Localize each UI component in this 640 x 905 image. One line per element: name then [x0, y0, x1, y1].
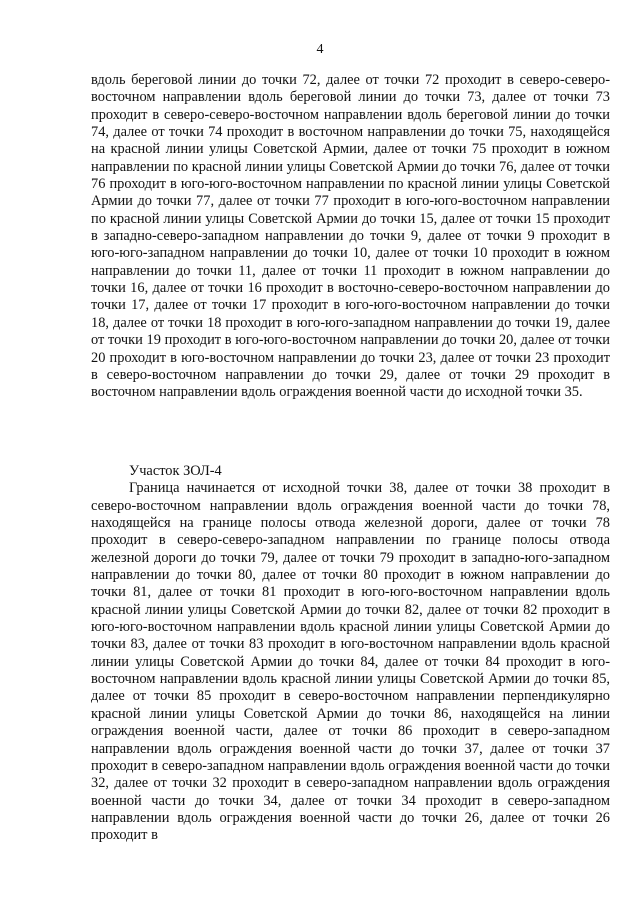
section-heading-zol-4: Участок ЗОЛ-4: [129, 463, 222, 479]
page-number: 4: [316, 42, 324, 57]
section-1-paragraph: вдоль береговой линии до точки 72, далее от точки 72 проходит в северо-северо-восточном направлении вдоль береговой линии до точки 73, далее от точки 73 проходит в северо-северо-восточном направлении вдоль береговой линии до точки 74, далее от точки 74 проходит в восточном направлении до точки 75, находящейся на красной линии улицы Советской Армии, далее от точки 75 проходит в южном направлении по красной линии улицы Советской Армии до точки 76, далее от точки 76 проходит в юго-юго-восточном направлении по красной линии улицы Советской Армии до точки 77, далее от точки 77 проходит в юго-юго-восточном направлении по красной линии улицы Советской Армии до точки 15, далее от точки 15 проходит в западно-северо-западном направлении до точки 9, далее от точки 9 проходит в юго-юго-западном направлении до точки 10, далее от точки 10 проходит в южном направлении до точки 11, далее от точки 11 проходит в южном направлении до точки 16, далее от точки 16 проходит в восточно-северо-восточном направлении до точки 17, далее от точки 17 проходит в юго-юго-восточном направлении до точки 18, далее от точки 18 проходит в юго-юго-западном направлении до точки 19, далее от точки 19 проходит в юго-юго-восточном направлении до точки 20, далее от точки 20 проходит в юго-восточном направлении до точки 23, далее от точки 23 проходит в северо-восточном направлении до точки 29, далее от точки 29 проходит в восточном направлении вдоль ограждения военной части до исходной точки 35.: [91, 72, 610, 401]
section-2-paragraph: Граница начинается от исходной точки 38, далее от точки 38 проходит в северо-восточном направлении вдоль ограждения военной части до точки 78, находящейся на границе полосы отвода железной дороги, далее от точки 78 проходит в северо-северо-западном направлении по границе полосы отвода железной дороги до точки 79, далее от точки 79 проходит в западно-юго-западном направлении до точки 80, далее от точки 80 проходит в южном направлении до точки 81, далее от точки 81 проходит в юго-юго-восточном направлении вдоль красной линии улицы Советской Армии до точки 82, далее от точки 82 проходит в юго-юго-восточном направлении вдоль красной линии улицы Советской Армии до точки 83, далее от точки 83 проходит в юго-восточном направлении вдоль красной линии улицы Советской Армии до точки 84, далее от точки 84 проходит в юго-восточном направлении вдоль красной линии улицы Советской Армии до точки 85, далее от точки 85 проходит в северо-восточном направлении перпендикулярно красной линии улицы Советской Армии до точки 86, находящейся на линии ограждения военной части, далее от точки 86 проходит в северо-западном направлении вдоль ограждения военной части до точки 37, далее от точки 37 проходит в северо-западном направлении вдоль ограждения военной части до точки 32, далее от точки 32 проходит в северо-западном направлении вдоль ограждения военной части до точки 34, далее от точки 34 проходит в северо-западном направлении вдоль ограждения военной части до точки 26, далее от точки 26 проходит в: [91, 480, 610, 844]
section-2: [91, 463, 610, 845]
section-1: [91, 72, 610, 402]
